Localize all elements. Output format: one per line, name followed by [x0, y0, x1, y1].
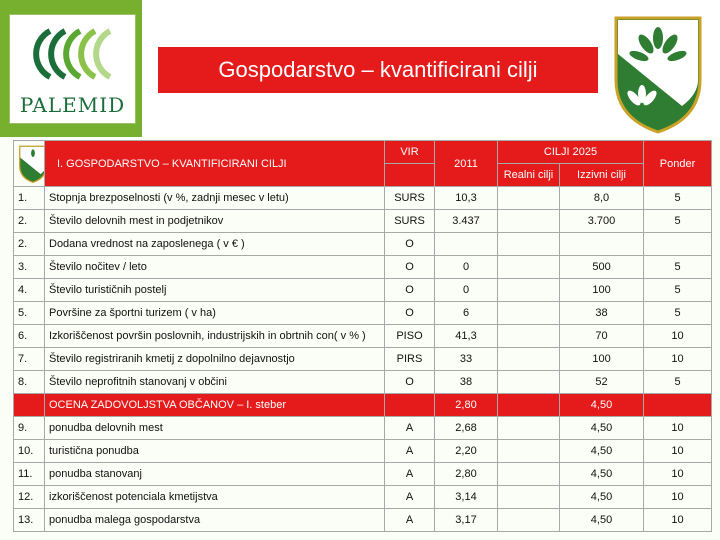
row-number: 4.: [14, 279, 45, 302]
row-label: Dodana vrednost na zaposlenega ( v € ): [45, 233, 385, 256]
table-row: [14, 210, 712, 233]
row-realni-value: [498, 440, 560, 463]
row-2011-value: 33: [435, 348, 498, 371]
header-ponder: Ponder: [644, 141, 712, 187]
table-row: [14, 371, 712, 394]
row-source: SURS: [385, 210, 435, 233]
table-header-row-1: [14, 141, 712, 164]
row-ponder: 10: [644, 440, 712, 463]
row-number: 10.: [14, 440, 45, 463]
row-number: 2.: [14, 233, 45, 256]
row-2011-value: 0: [435, 279, 498, 302]
header-vir-empty: [385, 164, 435, 187]
row-number: 6.: [14, 325, 45, 348]
row-source: PIRS: [385, 348, 435, 371]
row-source: A: [385, 463, 435, 486]
row-realni-value: [498, 302, 560, 325]
row-target-value: 500: [560, 256, 644, 279]
row-realni-value: [498, 256, 560, 279]
small-crest-icon: [18, 145, 45, 183]
satisfaction-row: [14, 394, 712, 417]
row-realni-value: [498, 210, 560, 233]
table-row: [14, 233, 712, 256]
row-ponder: 10: [644, 348, 712, 371]
row-realni-value: [498, 463, 560, 486]
row-realni-value: [498, 187, 560, 210]
row-2011-value: 10,3: [435, 187, 498, 210]
row-source: O: [385, 233, 435, 256]
row-target-value: 38: [560, 302, 644, 325]
header-vir: VIR: [385, 141, 435, 164]
satisfaction-realni: [498, 394, 560, 417]
row-ponder: 10: [644, 463, 712, 486]
row-label: izkoriščenost potenciala kmetijstva: [45, 486, 385, 509]
row-label: Stopnja brezposelnosti (v %, zadnji mesec v letu): [45, 187, 385, 210]
row-ponder: 5: [644, 256, 712, 279]
row-number: 1.: [14, 187, 45, 210]
row-2011-value: [435, 233, 498, 256]
satisfaction-vir: [385, 394, 435, 417]
row-realni-value: [498, 509, 560, 532]
goals-table: [13, 140, 712, 532]
table-row: [14, 279, 712, 302]
row-target-value: 4,50: [560, 463, 644, 486]
table-row: [14, 348, 712, 371]
row-number: 7.: [14, 348, 45, 371]
row-label: turistična ponudba: [45, 440, 385, 463]
row-realni-value: [498, 371, 560, 394]
row-ponder: 5: [644, 279, 712, 302]
row-source: O: [385, 371, 435, 394]
satisfaction-ponder: [644, 394, 712, 417]
row-2011-value: 0: [435, 256, 498, 279]
section-title: I. GOSPODARSTVO – KVANTIFICIRANI CILJI: [45, 141, 385, 187]
row-label: Izkoriščenost površin poslovnih, industrijskih in obrtnih con( v % ): [45, 325, 385, 348]
row-realni-value: [498, 325, 560, 348]
table-row: [14, 486, 712, 509]
satisfaction-num: [14, 394, 45, 417]
row-2011-value: 2,80: [435, 463, 498, 486]
row-label: Število neprofitnih stanovanj v občini: [45, 371, 385, 394]
row-realni-value: [498, 348, 560, 371]
row-source: A: [385, 509, 435, 532]
page-title: Gospodarstvo – kvantificirani cilji: [158, 47, 598, 93]
row-ponder: [644, 233, 712, 256]
row-ponder: 5: [644, 371, 712, 394]
row-realni-value: [498, 417, 560, 440]
section-crest-cell: [14, 141, 45, 187]
header-cilji: CILJI 2025: [498, 141, 644, 164]
row-2011-value: 3,14: [435, 486, 498, 509]
row-target-value: 4,50: [560, 509, 644, 532]
row-2011-value: 2,20: [435, 440, 498, 463]
coat-of-arms-icon: [612, 14, 704, 134]
wave-logo-icon: [10, 15, 135, 95]
row-ponder: 10: [644, 509, 712, 532]
row-label: ponudba stanovanj: [45, 463, 385, 486]
row-source: A: [385, 440, 435, 463]
satisfaction-izzivni: 4,50: [560, 394, 644, 417]
row-target-value: 4,50: [560, 417, 644, 440]
row-label: ponudba malega gospodarstva: [45, 509, 385, 532]
row-source: O: [385, 256, 435, 279]
row-target-value: 8,0: [560, 187, 644, 210]
row-target-value: 70: [560, 325, 644, 348]
satisfaction-label: OCENA ZADOVOLJSTVA OBČANOV – I. steber: [45, 394, 385, 417]
row-target-value: [560, 233, 644, 256]
row-label: Število registriranih kmetij z dopolnilno dejavnostjo: [45, 348, 385, 371]
row-target-value: 3.700: [560, 210, 644, 233]
table-row: [14, 509, 712, 532]
row-ponder: 5: [644, 302, 712, 325]
row-source: A: [385, 417, 435, 440]
row-2011-value: 3.437: [435, 210, 498, 233]
row-target-value: 4,50: [560, 440, 644, 463]
header-2011: 2011: [435, 141, 498, 187]
row-ponder: 10: [644, 325, 712, 348]
row-target-value: 100: [560, 279, 644, 302]
row-source: SURS: [385, 187, 435, 210]
table-row: [14, 417, 712, 440]
row-number: 2.: [14, 210, 45, 233]
palemid-logo: [9, 14, 136, 124]
table-row: [14, 325, 712, 348]
row-ponder: 10: [644, 486, 712, 509]
satisfaction-2011: 2,80: [435, 394, 498, 417]
row-ponder: 5: [644, 187, 712, 210]
row-realni-value: [498, 233, 560, 256]
header-realni: Realni cilji: [498, 164, 560, 187]
table-row: [14, 302, 712, 325]
row-label: Površine za športni turizem ( v ha): [45, 302, 385, 325]
row-source: O: [385, 302, 435, 325]
row-2011-value: 6: [435, 302, 498, 325]
row-number: 3.: [14, 256, 45, 279]
row-target-value: 100: [560, 348, 644, 371]
row-2011-value: 38: [435, 371, 498, 394]
row-2011-value: 3,17: [435, 509, 498, 532]
row-number: 9.: [14, 417, 45, 440]
row-ponder: 5: [644, 210, 712, 233]
row-label: ponudba delovnih mest: [45, 417, 385, 440]
row-number: 11.: [14, 463, 45, 486]
table-row: [14, 440, 712, 463]
row-2011-value: 2,68: [435, 417, 498, 440]
row-target-value: 4,50: [560, 486, 644, 509]
row-source: O: [385, 279, 435, 302]
row-2011-value: 41,3: [435, 325, 498, 348]
row-realni-value: [498, 279, 560, 302]
row-source: PISO: [385, 325, 435, 348]
table-row: [14, 463, 712, 486]
logo-text: PALEMID: [19, 93, 126, 117]
row-realni-value: [498, 486, 560, 509]
row-number: 12.: [14, 486, 45, 509]
row-ponder: 10: [644, 417, 712, 440]
table-row: [14, 187, 712, 210]
row-label: Število nočitev / leto: [45, 256, 385, 279]
row-target-value: 52: [560, 371, 644, 394]
header-izzivni: Izzivni cilji: [560, 164, 644, 187]
row-number: 13.: [14, 509, 45, 532]
row-label: Število turističnih postelj: [45, 279, 385, 302]
table-row: [14, 256, 712, 279]
row-label: Število delovnih mest in podjetnikov: [45, 210, 385, 233]
logo-panel: [0, 0, 142, 137]
row-source: A: [385, 486, 435, 509]
row-number: 5.: [14, 302, 45, 325]
row-number: 8.: [14, 371, 45, 394]
